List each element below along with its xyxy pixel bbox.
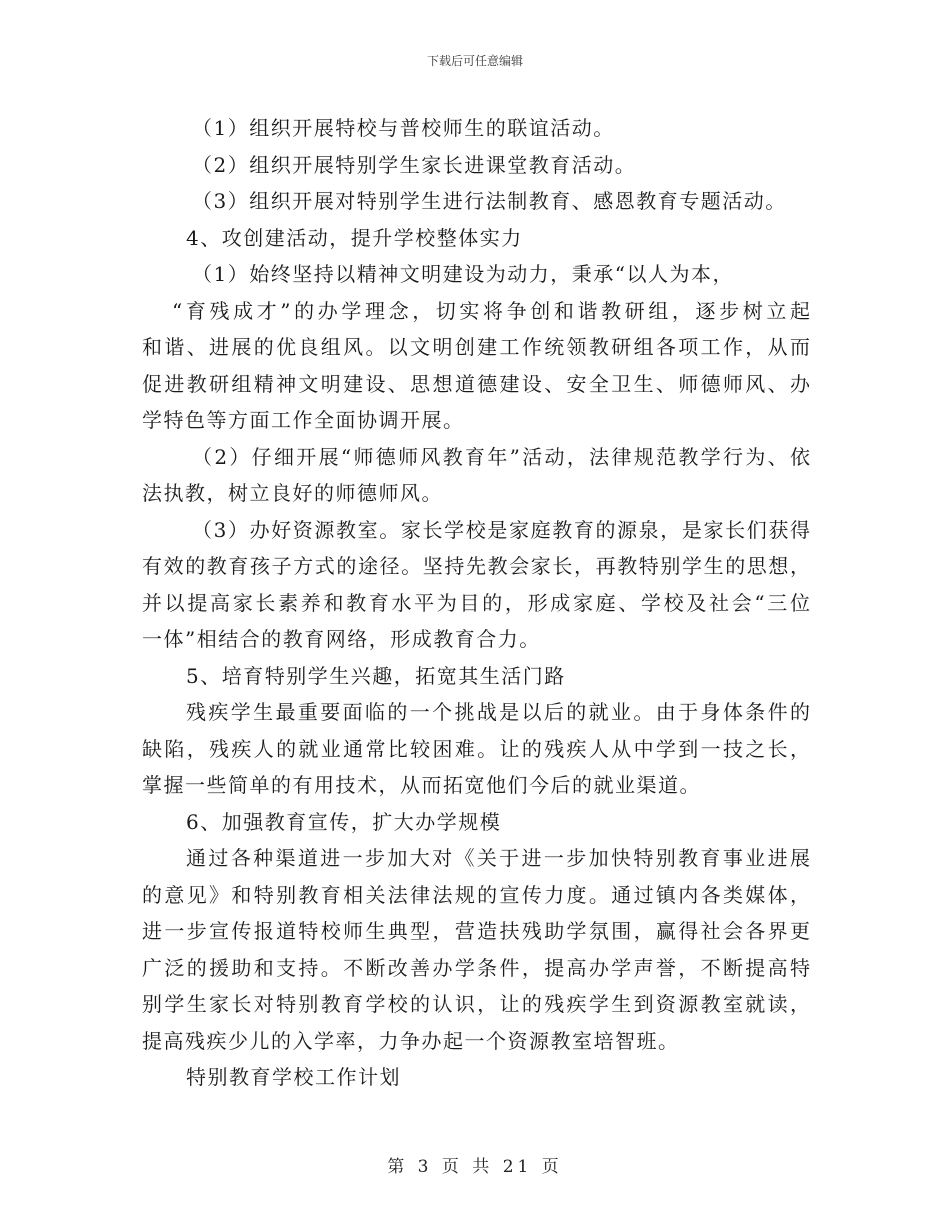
closing-title: 特别教育学校工作计划 [186, 1065, 401, 1089]
text-line: 缺陷，残疾人的就业通常比较困难。让的残疾人从中学到一技之长， [142, 736, 810, 761]
section-heading: 4、攻创建活动，提升学校整体实力 [186, 225, 523, 250]
section-heading: 5、培育特别学生兴趣，拓宽其生活门路 [186, 663, 566, 688]
text-line: （2）仔细开展“师德师风教育年”活动，法律规范教学行为、依 [192, 444, 810, 469]
text-line: 并以提高家长素养和教育水平为目的，形成家庭、学校及社会“三位 [142, 590, 810, 615]
text-line: 的意见》和特别教育相关法律法规的宣传力度。通过镇内各类媒体， [142, 882, 810, 907]
page-header: 下载后可任意编辑 [426, 54, 523, 68]
text-line: （1）组织开展特校与普校师生的联谊活动。 [192, 116, 615, 140]
text-line: 别学生家长对特别教育学校的认识，让的残疾学生到资源教室就读， [142, 992, 810, 1016]
text-line: 促进教研组精神文明建设、思想道德建设、安全卫生、师德师风、办 [142, 371, 810, 396]
section-heading: 6、加强教育宣传，扩大办学规模 [186, 809, 502, 834]
text-line: （3）办好资源教室。家长学校是家庭教育的源泉，是家长们获得 [192, 517, 810, 542]
text-line: 通过各种渠道进一步加大对《关于进一步加快特别教育事业进展 [186, 846, 810, 870]
text-line: （1）始终坚持以精神文明建设为动力，秉承“以人为本， [192, 262, 734, 286]
text-line: 掌握一些简单的有用技术，从而拓宽他们今后的就业渠道。 [142, 773, 701, 797]
text-line: 有效的教育孩子方式的途径。坚持先教会家长，再教特别学生的思想， [142, 554, 810, 578]
page-number: 第 3 页 共 21 页 [387, 1157, 563, 1177]
text-line: 一体”相结合的教育网络，形成教育合力。 [142, 627, 541, 651]
text-line: 学特色等方面工作全面协调开展。 [142, 408, 465, 432]
body-text [142, 110, 810, 1096]
text-line: （3）组织开展对特别学生进行法制教育、感恩教育专题活动。 [192, 189, 787, 213]
text-line: 广泛的援助和支持。不断改善办学条件，提高办学声誉，不断提高特 [142, 955, 810, 980]
text-line: 和谐、进展的优良组风。以文明创建工作统领教研组各项工作，从而 [142, 335, 810, 359]
text-line: 进一步宣传报道特校师生典型，营造扶残助学氛围，赢得社会各界更 [142, 919, 810, 943]
text-line: 残疾学生最重要面临的一个挑战是以后的就业。由于身体条件的 [186, 700, 810, 724]
text-line: “育残成才”的办学理念，切实将争创和谐教研组，逐步树立起 [172, 298, 810, 323]
text-line: 提高残疾少儿的入学率，力争办起一个资源教室培智班。 [142, 1028, 680, 1053]
text-line: （2）组织开展特别学生家长进课堂教育活动。 [192, 152, 637, 177]
text-line: 法执教，树立良好的师德师风。 [142, 481, 443, 505]
